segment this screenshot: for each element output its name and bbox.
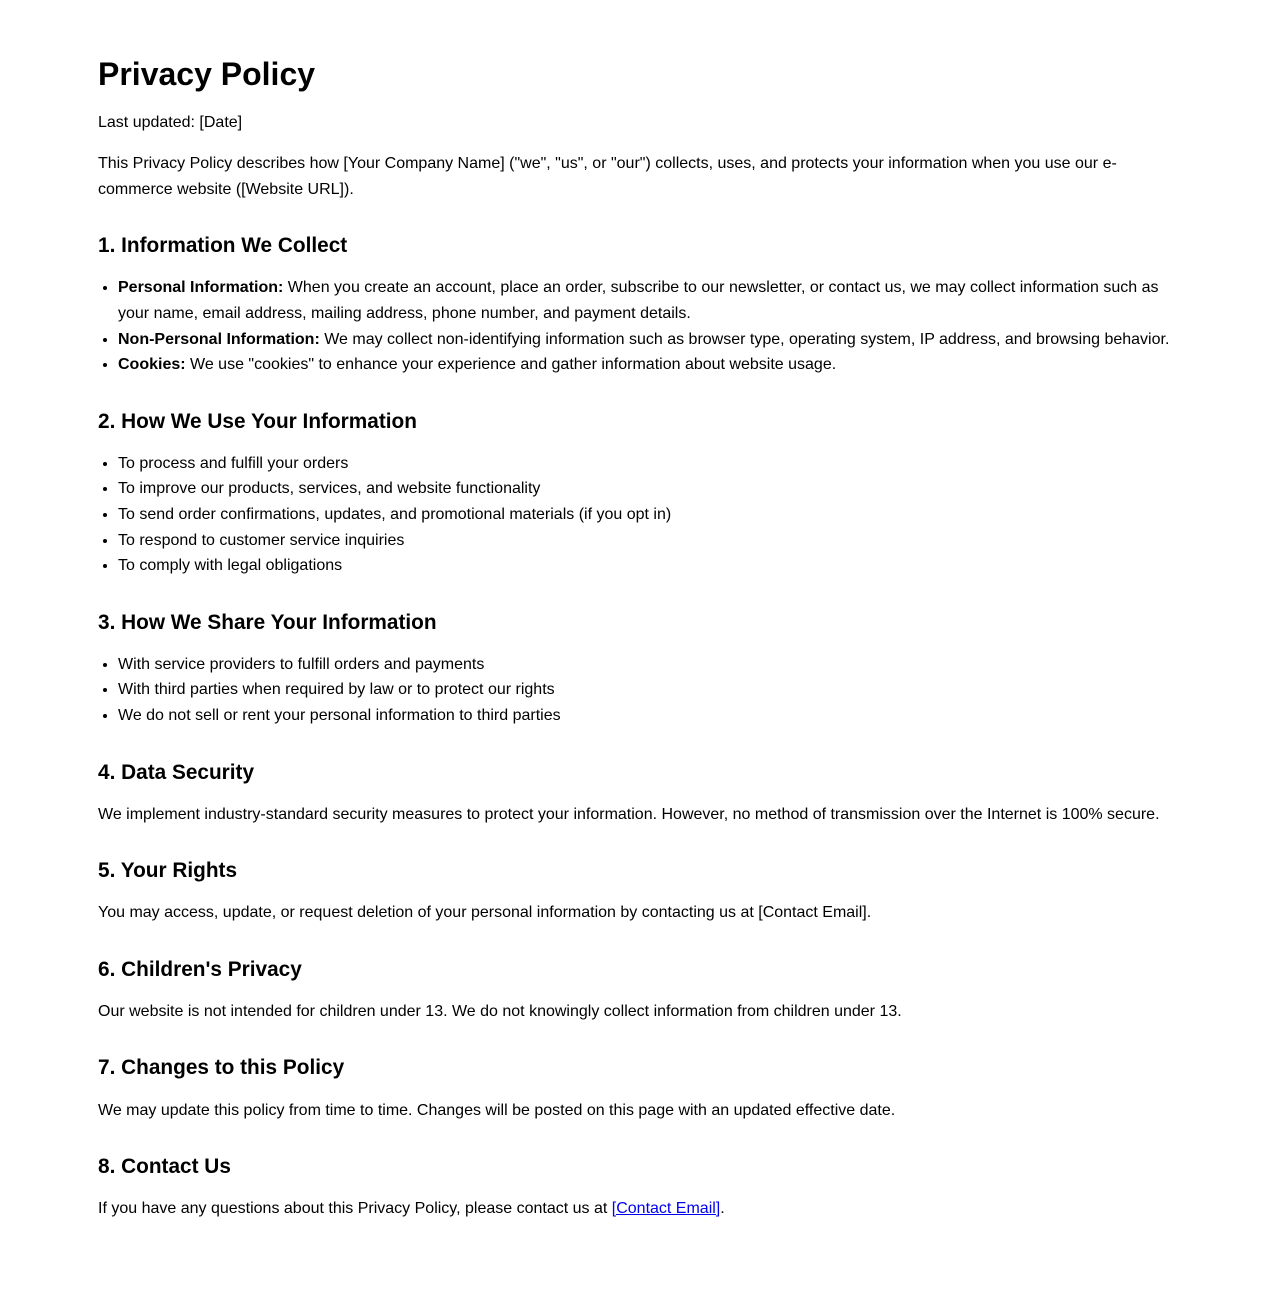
list-item: • We do not sell or rent your personal information to third parties bbox=[118, 703, 1180, 729]
section-text: Our website is not intended for children under 13. We do not knowingly collect information from children under 13. bbox=[98, 1002, 902, 1020]
bullet-list bbox=[98, 652, 1180, 729]
list-item: • To send order confirmations, updates, and promotional materials (if you opt in) bbox=[118, 502, 1180, 528]
section-text: We may update this policy from time to time. Changes will be posted on this page with an updated effective date. bbox=[98, 1101, 896, 1119]
list-item: • To improve our products, services, and website functionality bbox=[118, 476, 1180, 502]
section-how-we-use bbox=[98, 408, 1180, 579]
section-heading: 7. Changes to this Policy bbox=[98, 1056, 345, 1080]
list-item: • Cookies: We use "cookies" to enhance your experience and gather information about website usage. bbox=[118, 352, 1180, 378]
section-heading: 8. Contact Us bbox=[98, 1155, 231, 1179]
item-label: Non-Personal Information: bbox=[118, 330, 320, 348]
section-contact-us bbox=[98, 1153, 1180, 1222]
section-text: If you have any questions about this Privacy Policy, please contact us at [Contact Email]. bbox=[98, 1200, 725, 1218]
section-data-security bbox=[98, 759, 1180, 828]
section-your-rights bbox=[98, 857, 1180, 926]
item-label: Personal Information: bbox=[118, 279, 284, 297]
bullet-list bbox=[98, 451, 1180, 579]
section-heading: 1. Information We Collect bbox=[98, 234, 348, 258]
intro-paragraph: This Privacy Policy describes how [Your Company Name] ("we", "us", or "our") collects, uses, and protects your information when you use our e-commerce website ([Website URL]). bbox=[98, 155, 1117, 198]
section-heading: 3. How We Share Your Information bbox=[98, 610, 437, 634]
item-label: Cookies: bbox=[118, 356, 186, 374]
list-item: • To respond to customer service inquiries bbox=[118, 528, 1180, 554]
section-text: You may access, update, or request deletion of your personal information by contacting us at [Contact Email]. bbox=[98, 904, 872, 922]
bullet-list bbox=[98, 275, 1180, 377]
section-heading: 5. Your Rights bbox=[98, 859, 238, 883]
section-changes bbox=[98, 1054, 1180, 1123]
section-heading: 2. How We Use Your Information bbox=[98, 409, 417, 433]
section-how-we-share bbox=[98, 609, 1180, 729]
section-heading: 6. Children's Privacy bbox=[98, 957, 302, 981]
list-item: • Non-Personal Information: We may collect non-identifying information such as browser type, operating system, IP address, and browsing behavior. bbox=[118, 327, 1180, 353]
list-item: • To comply with legal obligations bbox=[118, 553, 1180, 579]
section-childrens-privacy bbox=[98, 956, 1180, 1025]
page-title: Privacy Policy bbox=[98, 56, 316, 92]
list-item: • With third parties when required by law or to protect our rights bbox=[118, 677, 1180, 703]
list-item: • With service providers to fulfill orders and payments bbox=[118, 652, 1180, 678]
section-heading: 4. Data Security bbox=[98, 760, 255, 784]
last-updated: Last updated: [Date] bbox=[98, 113, 243, 131]
section-information-collect bbox=[98, 232, 1180, 377]
list-item: • To process and fulfill your orders bbox=[118, 451, 1180, 477]
contact-email-link[interactable]: [Contact Email] bbox=[611, 1200, 721, 1218]
section-text: We implement industry-standard security measures to protect your information. However, no method of transmission over the Internet is 100% secure. bbox=[98, 805, 1160, 823]
list-item: • Personal Information: When you create an account, place an order, subscribe to our newsletter, or contact us, we may collect information such as your name, email address, mailing address, phone number, and payment details. bbox=[118, 275, 1180, 326]
